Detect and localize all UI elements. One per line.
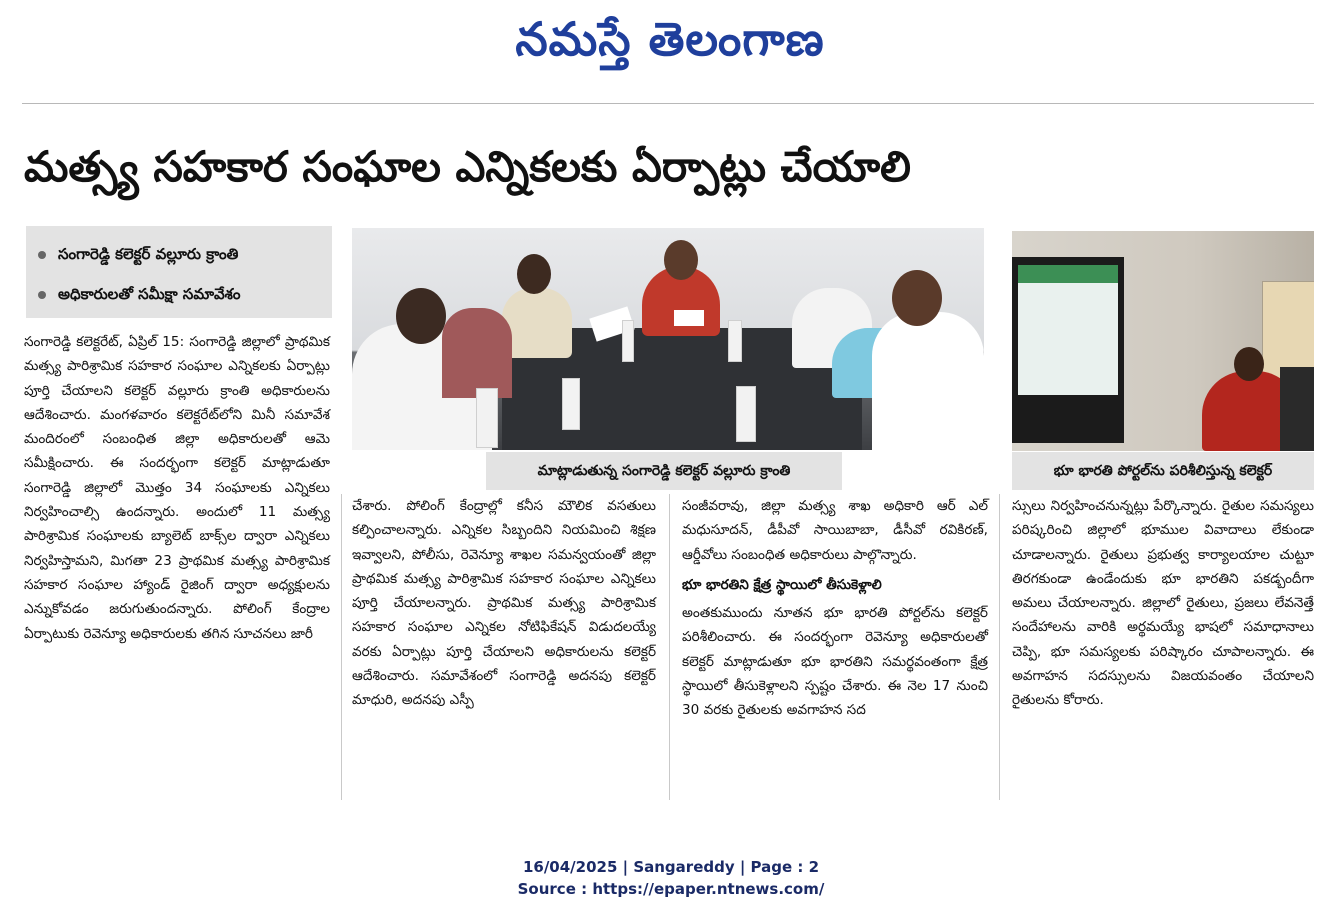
article-column-2: చేశారు. పోలింగ్ కేంద్రాల్లో కనీస మౌలిక వసతులు కల్పించాలన్నారు. ఎన్నికల సిబ్బందిని నియమించి శిక్షణ ఇవ్వాలని, పోలీసు, రెవెన్యూ శాఖల సమన్వయంతో జిల్లా ప్రాథమిక మత్స్య పారిశ్రామిక సహకార సంఘాల ఎన్నికలు పూర్తి చేయాలన్నారు. ప్రాథమిక మత్స్య పారిశ్రామిక సహకార సంఘాల ఎన్నికల నోటిఫికేషన్ విడుదలయ్యే వరకు ఏర్పాట్లు పూర్తి చేయాలని అధికారులను కలెక్టర్ ఆదేశించారు. సమావేశంలో సంగారెడ్డి అదనపు కలెక్టర్ మాధురి, అదనపు ఎస్పీ	[352, 498, 656, 709]
masthead-divider	[22, 103, 1314, 104]
portal-header-bar	[1018, 265, 1118, 283]
column-divider	[999, 494, 1000, 800]
meeting-photo	[352, 228, 984, 450]
person-head	[396, 288, 446, 344]
article-column-4: స్సులు నిర్వహించనున్నట్లు పేర్కొన్నారు. రైతుల సమస్యలు పరిష్కరించి జిల్లాలో భూముల వివాదాలు లేకుండా చూడాలన్నారు. రైతులు ప్రభుత్వ కార్యాలయాల చుట్టూ తిరగకుండా ఉండేందుకు భూ భారతిని పకడ్బందీగా అమలు చేయాలన్నారు. జిల్లాలో రైతులు, ప్రజలు లేవనెత్తే సందేహాలను వారికి అర్థమయ్యే భాషలో సమాధానాలు చెప్పి, భూ సమస్యలకు పరిష్కారం చూపాలన్నారు. ఈ అవగాహన సదస్సులను విజయవంతం చేయాలని రైతులను కోరారు.	[1012, 498, 1314, 709]
water-bottle	[622, 320, 634, 362]
person-head	[1234, 347, 1264, 381]
water-bottle	[562, 378, 580, 430]
footer-date-page: 16/04/2025 | Sangareddy | Page : 2	[522, 858, 820, 876]
photo-caption: భూ భారతి పోర్టల్‌ను పరిశీలిస్తున్న కలెక్టర్	[1012, 452, 1314, 490]
column-divider	[341, 494, 342, 800]
highlight-text: అధికారులతో సమీక్షా సమావేశం	[58, 285, 241, 303]
officer-figure	[502, 288, 572, 358]
article-column-3	[682, 494, 988, 723]
attendee-figure	[442, 308, 512, 398]
water-bottle	[736, 386, 756, 442]
article-subheading: భూ భారతిని క్షేత్ర స్థాయిలో తీసుకెళ్లాలి	[682, 576, 882, 593]
bullet-icon	[38, 291, 46, 299]
collector-portal-photo	[1012, 231, 1314, 451]
column-divider	[669, 494, 670, 800]
portal-display	[1018, 265, 1118, 395]
water-bottle	[728, 320, 742, 362]
masthead	[0, 0, 1342, 100]
paper-sheet	[674, 310, 704, 326]
water-bottle	[476, 388, 498, 448]
person-head	[892, 270, 942, 326]
article-column-1: సంగారెడ్డి కలెక్టరేట్, ఏప్రిల్ 15: సంగారెడ్డి జిల్లాలో ప్రాథమిక మత్స్య పారిశ్రామిక సహకార సంఘాల ఎన్నికలకు ఏర్పాట్లు పూర్తి చేయాలని కలెక్టర్ వల్లూరు క్రాంతి అధికారులను ఆదేశించారు. మంగళవారం కలెక్టరేట్‌లోని మినీ సమావేశ మందిరంలో సంబంధిత జిల్లా అధికారులతో ఆమె సమీక్షించారు. ఈ సందర్భంగా కలెక్టర్ మాట్లాడుతూ సంగారెడ్డి జిల్లాలో మొత్తం 34 సంఘాలకు ఎన్నికలు నిర్వహించాల్సి ఉందన్నారు. అందులో 11 మత్స్య పారిశ్రామిక సంఘాలకు బ్యాలెట్ బాక్స్‌ల ద్వారా ఎన్నికలు నిర్వహిస్తామని, మిగతా 23 ప్రాథమిక మత్స్య పారిశ్రామిక సహకార సంఘాల హ్యాండ్ రైజింగ్ ద్వారా అధ్యక్షులను ఎన్నుకోవడం జరుగుతుందన్నారు. పోలింగ్ కేంద్రాల ఏర్పాటుకు రెవెన్యూ అధికారులకు తగిన సూచనలు జారీ	[24, 334, 330, 642]
highlight-item	[38, 238, 238, 270]
newspaper-logo: నమస్తే తెలంగాణ	[515, 12, 825, 66]
column-3-body: అంతకుముందు నూతన భూ భారతి పోర్టల్‌ను కలెక్టర్ పరిశీలించారు. ఈ సందర్భంగా రెవెన్యూ అధికారులతో కలెక్టర్ మాట్లాడుతూ భూ భారతిని సమర్థవంతంగా క్షేత్ర స్థాయిలో తీసుకెళ్లాలని స్పష్టం చేశారు. ఈ నెల 17 నుంచి 30 వరకు రైతులకు అవగాహన సద	[682, 605, 988, 719]
highlight-item	[38, 278, 241, 310]
person-head	[517, 254, 551, 294]
attendee-figure	[872, 312, 984, 450]
photo-caption: మాట్లాడుతున్న సంగారెడ్డి కలెక్టర్ వల్లూరు క్రాంతి	[486, 452, 842, 490]
article-headline: మత్స్య సహకార సంఘాల ఎన్నికలకు ఏర్పాట్లు చేయాలి	[24, 142, 911, 191]
person-head	[664, 240, 698, 280]
highlight-text: సంగారెడ్డి కలెక్టర్ వల్లూరు క్రాంతి	[58, 245, 239, 263]
highlights-box	[26, 226, 332, 318]
bullet-icon	[38, 251, 46, 259]
column-3-text: సంజీవరావు, జిల్లా మత్స్య శాఖ అధికారి ఆర్ ఎల్ మధుసూదన్, డీపీవో సాయిబాబా, డీసీవో రవికిరణ్, ఆర్డీవోలు సంబంధిత అధికారులు పాల్గొన్నారు.	[682, 498, 988, 563]
office-chair	[1280, 367, 1314, 451]
footer-source: Source : https://epaper.ntnews.com/	[517, 880, 825, 898]
